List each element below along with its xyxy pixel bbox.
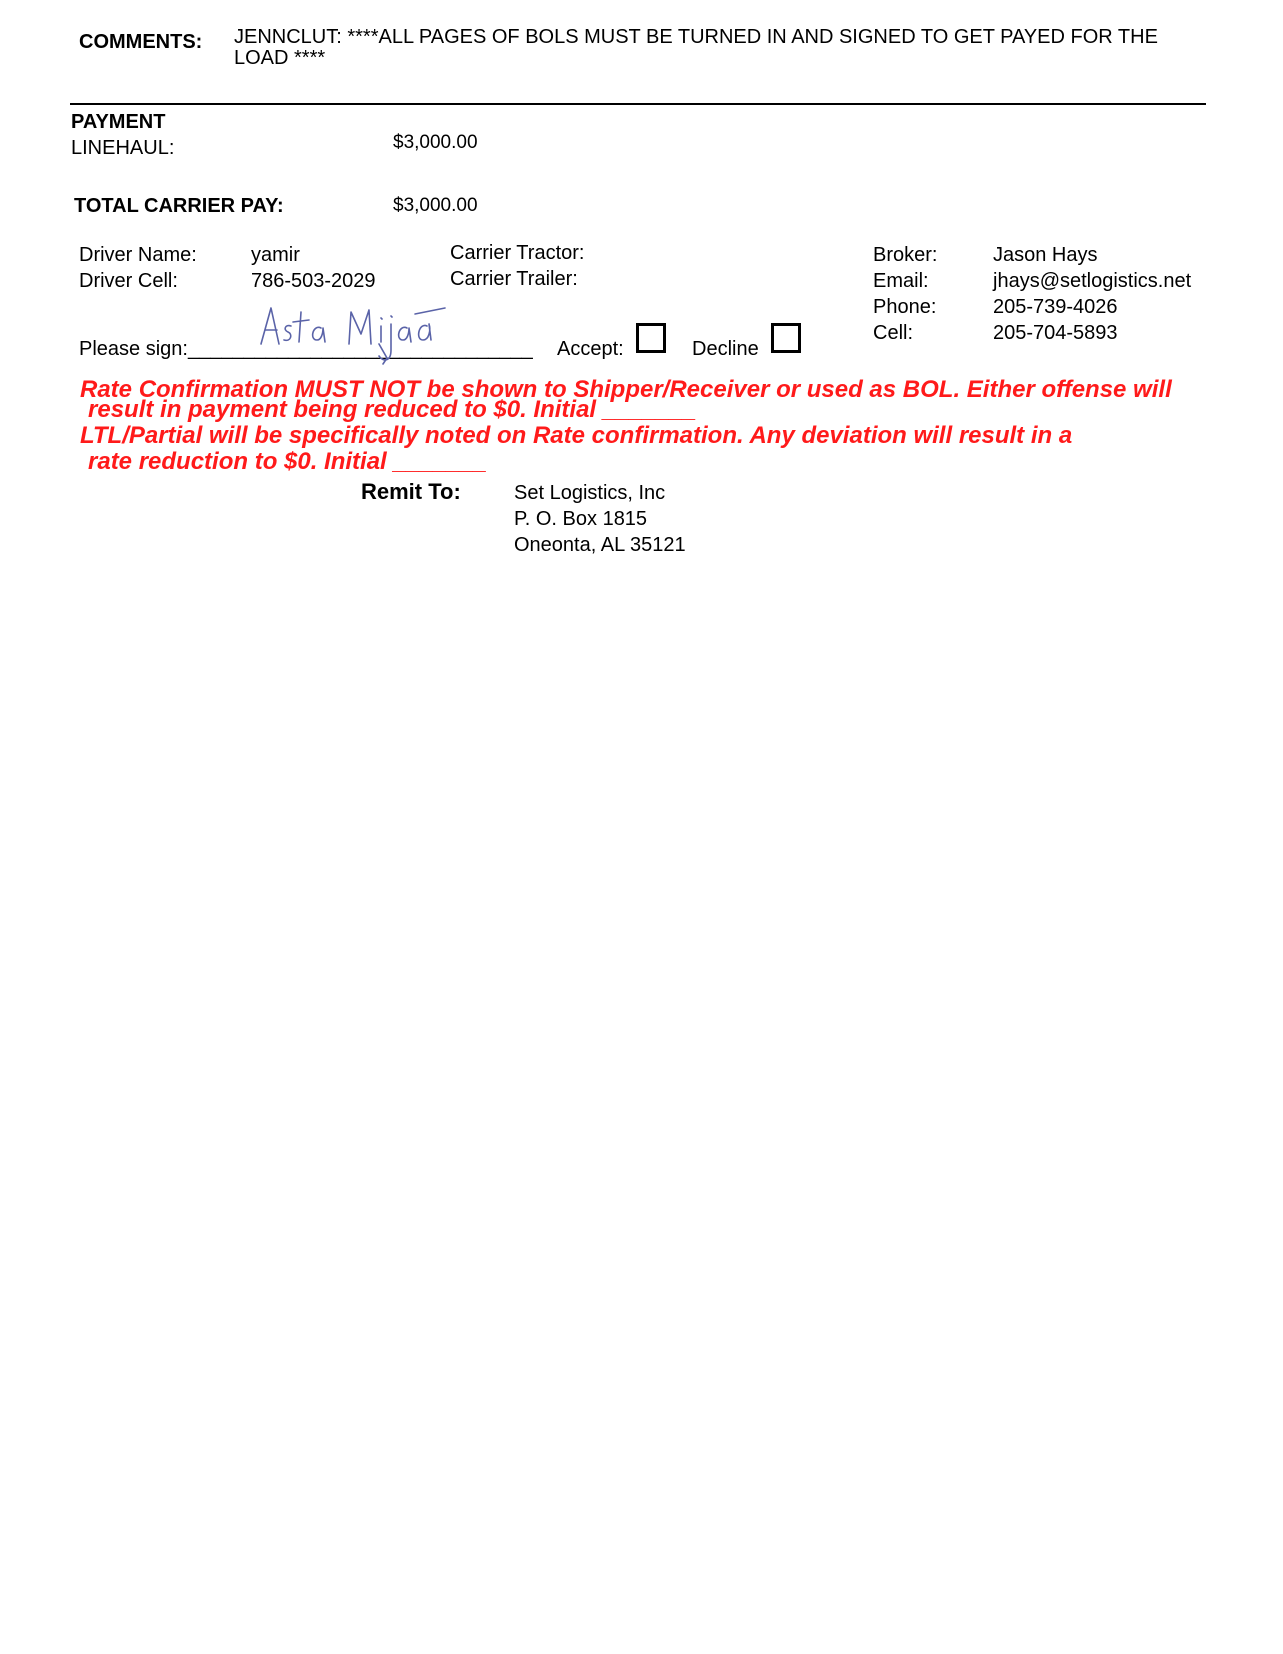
- carrier-tractor-label: Carrier Tractor:: [450, 242, 585, 264]
- broker-cell-value: 205-704-5893: [993, 322, 1118, 344]
- remit-address-line-1: P. O. Box 1815: [514, 508, 648, 530]
- warning-line-3: LTL/Partial will be specifically noted on Rate confirmation. Any deviation will result in a: [80, 422, 1073, 449]
- broker-phone-label: Phone:: [873, 296, 937, 318]
- comments-line-1: JENNCLUT: ****ALL PAGES OF BOLS MUST BE TURNED IN AND SIGNED TO GET PAYED FOR THE: [234, 26, 1158, 48]
- section-divider: [70, 103, 1206, 105]
- remit-to-label: Remit To:: [361, 479, 461, 504]
- broker-label: Broker:: [873, 244, 938, 266]
- signature-stroke: [293, 312, 309, 342]
- handwritten-signature: [255, 300, 465, 380]
- broker-email-value: jhays@setlogistics.net: [993, 270, 1192, 292]
- remit-address-line-2: Oneonta, AL 35121: [514, 534, 686, 556]
- payment-heading: PAYMENT: [71, 111, 166, 133]
- warning-line-2: result in payment being reduced to $0. Initial _______: [88, 396, 697, 423]
- broker-value: Jason Hays: [993, 244, 1098, 266]
- total-carrier-pay-label: TOTAL CARRIER PAY:: [74, 195, 284, 217]
- driver-name-label: Driver Name:: [79, 244, 197, 266]
- signature-stroke: [313, 327, 325, 342]
- accept-label: Accept:: [557, 338, 624, 360]
- decline-label: Decline: [692, 338, 759, 360]
- broker-phone-value: 205-739-4026: [993, 296, 1118, 318]
- warning-line-1: Rate Confirmation MUST NOT be shown to Shipper/Receiver or used as BOL. Either offense will: [80, 376, 1172, 403]
- please-sign-label: Please sign:_______________________________: [79, 338, 533, 360]
- warning-line-4: rate reduction to $0. Initial _______: [88, 448, 487, 475]
- signature-stroke: [379, 344, 387, 364]
- driver-name-value: yamir: [251, 244, 300, 266]
- decline-checkbox[interactable]: [771, 323, 801, 353]
- signature-stroke: [399, 327, 411, 342]
- broker-email-label: Email:: [873, 270, 929, 292]
- comments-line-2: LOAD ****: [234, 47, 326, 69]
- carrier-trailer-label: Carrier Trailer:: [450, 268, 578, 290]
- linehaul-label: LINEHAUL:: [71, 137, 175, 159]
- comments-text: [234, 27, 1158, 69]
- comments-label: COMMENTS:: [79, 31, 203, 53]
- signature-stroke: [261, 308, 279, 344]
- driver-cell-value: 786-503-2029: [251, 270, 376, 292]
- signature-stroke: [415, 308, 445, 340]
- signature-stroke: [349, 310, 371, 344]
- total-carrier-pay-value: $3,000.00: [393, 195, 478, 216]
- linehaul-value: $3,000.00: [393, 132, 478, 153]
- signature-stroke: [381, 318, 382, 342]
- remit-name: Set Logistics, Inc: [514, 482, 666, 504]
- accept-checkbox[interactable]: [636, 323, 666, 353]
- broker-cell-label: Cell:: [873, 322, 914, 344]
- signature-stroke: [284, 326, 291, 341]
- driver-cell-label: Driver Cell:: [79, 270, 178, 292]
